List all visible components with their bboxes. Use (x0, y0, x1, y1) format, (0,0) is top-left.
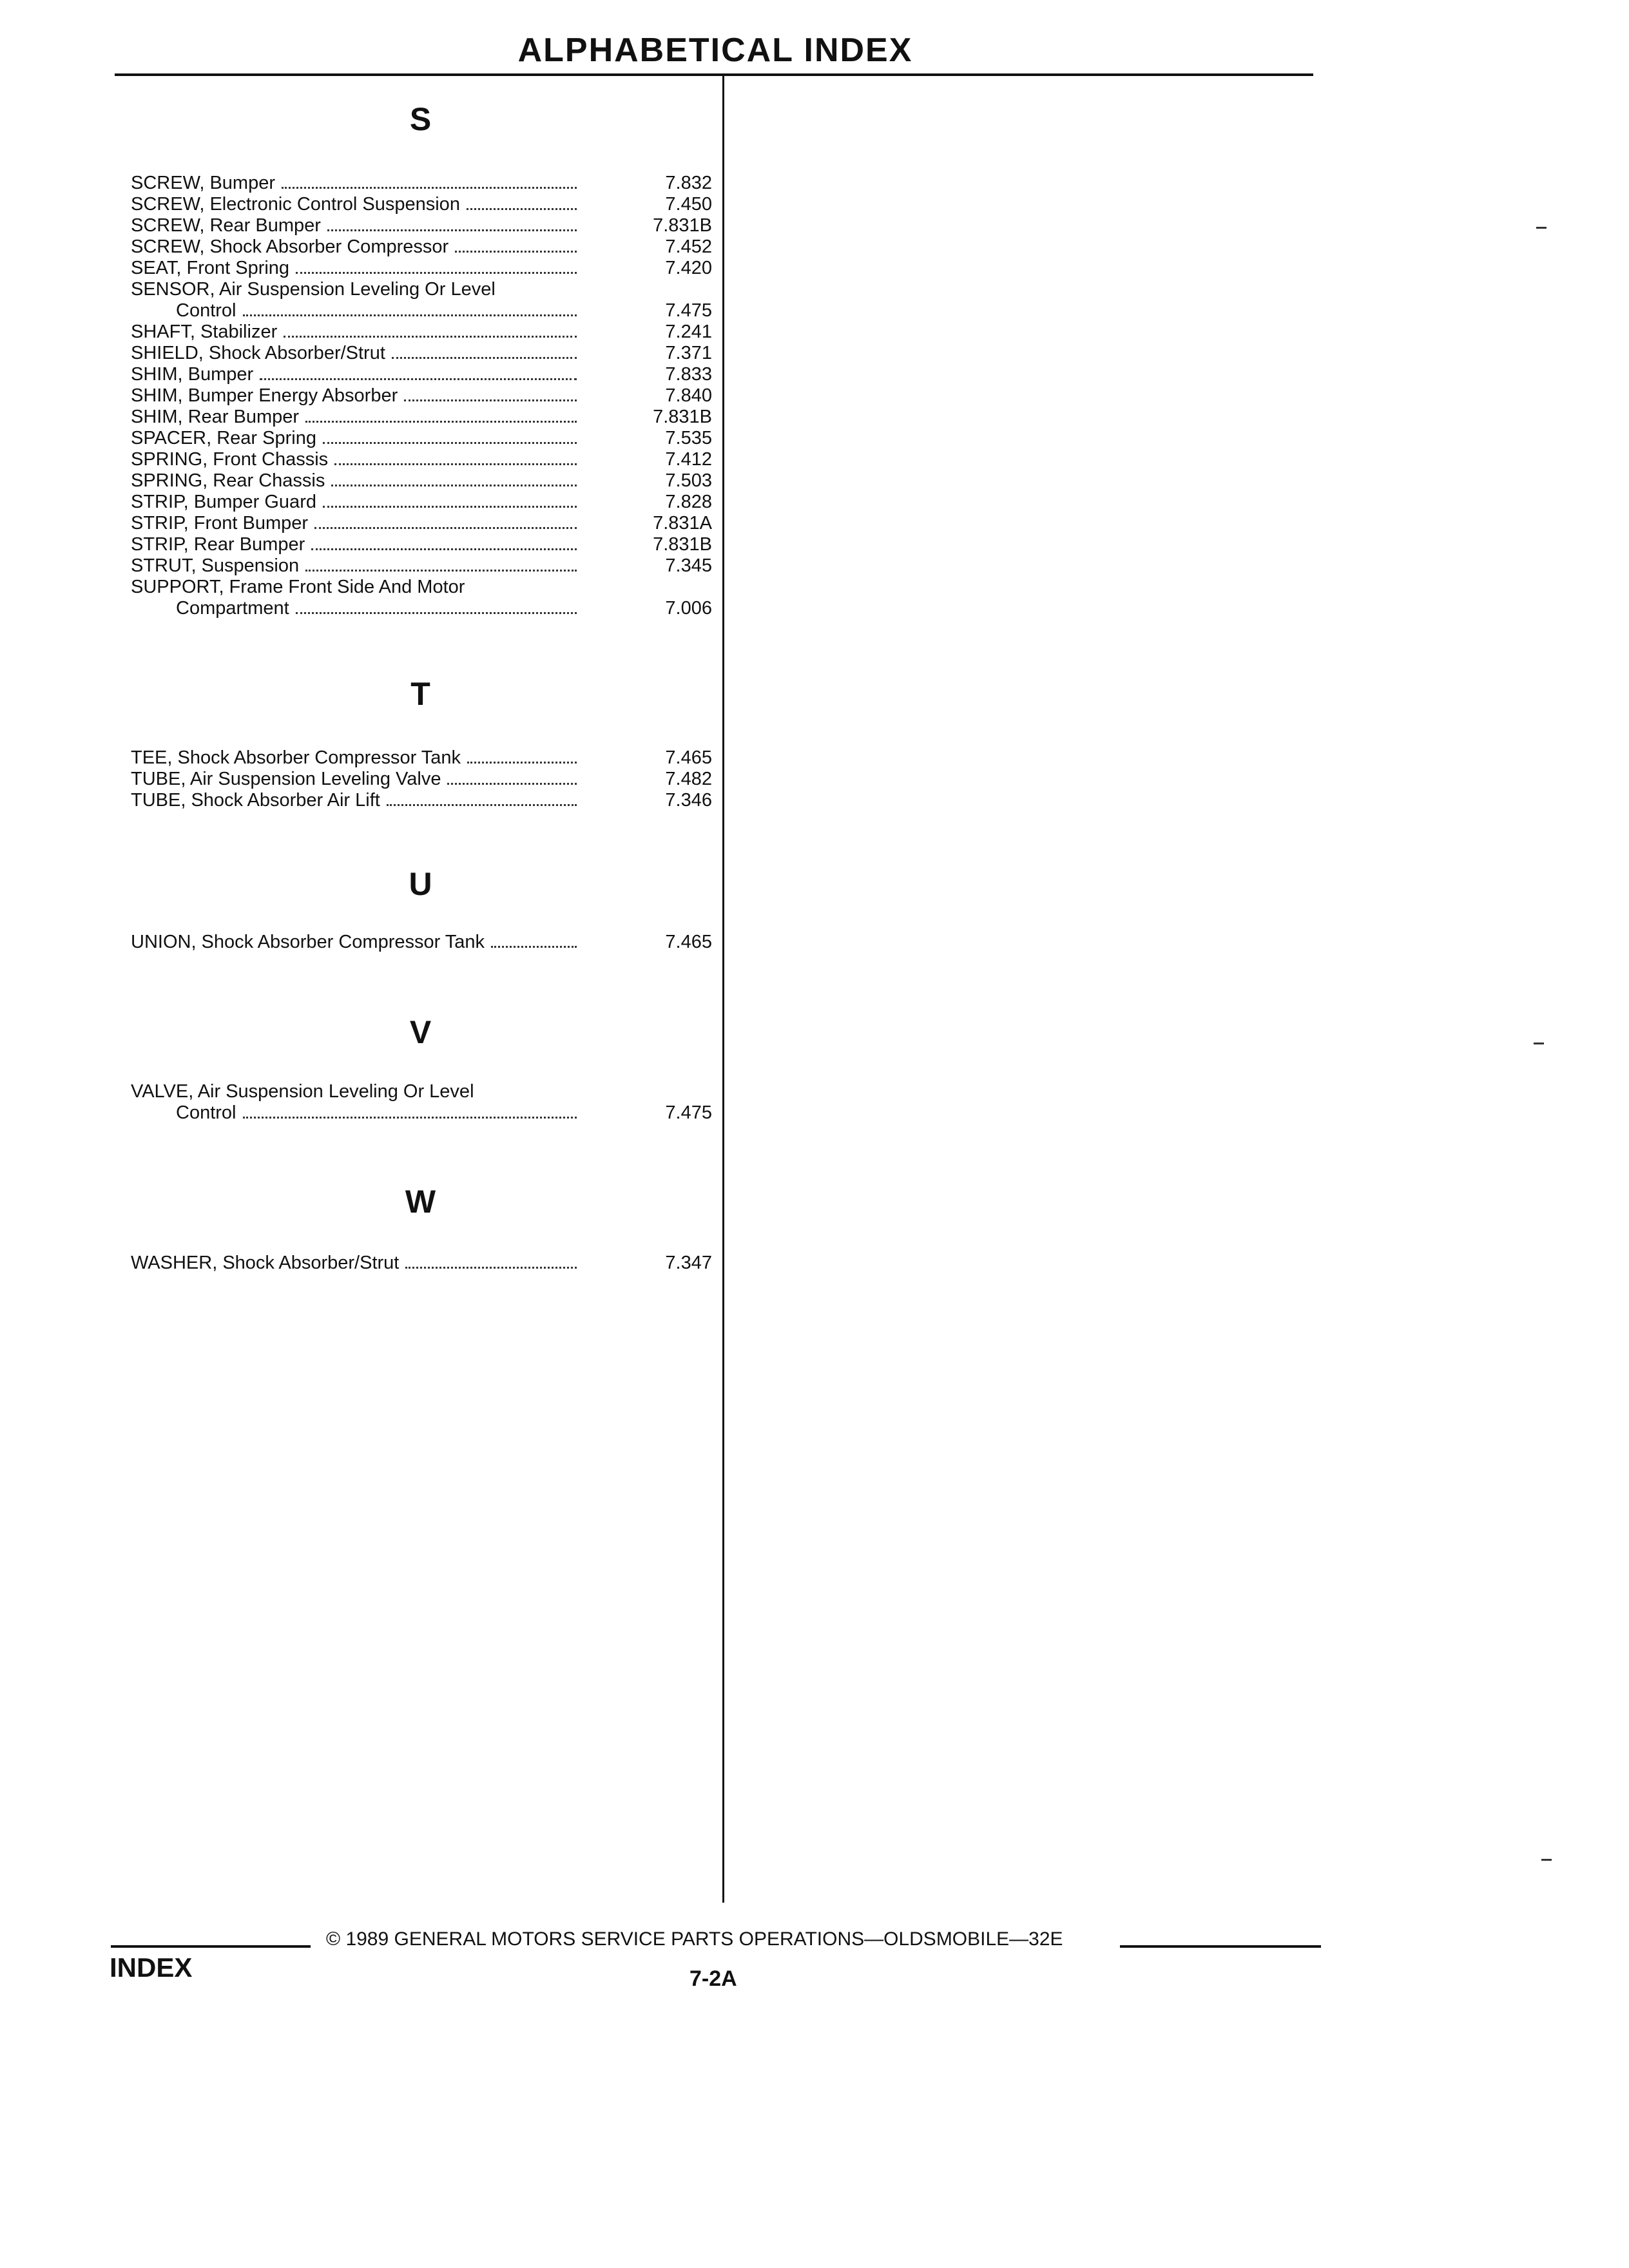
entry-name: STRIP, Front Bumper (131, 513, 309, 533)
entry-page-number: 7.371 (665, 343, 712, 363)
entry-page-number: 7.828 (665, 492, 712, 512)
index-entry (129, 513, 712, 534)
entry-name: TUBE, Air Suspension Leveling Valve (131, 769, 441, 789)
section-letter: U (409, 866, 432, 902)
index-entry (129, 343, 712, 364)
entry-page-number: 7.475 (665, 300, 712, 321)
index-entry (129, 747, 712, 769)
index-entry (129, 173, 712, 194)
entry-page-number: 7.345 (665, 555, 712, 576)
entry-name-continued: Control (176, 1102, 236, 1123)
entry-page-number: 7.420 (665, 258, 712, 278)
entry-name: SPRING, Rear Chassis (131, 470, 325, 491)
index-entry (129, 428, 712, 449)
entry-name: SHIM, Bumper Energy Absorber (131, 385, 398, 406)
index-entry (129, 194, 712, 215)
footer-copyright: © 1989 GENERAL MOTORS SERVICE PARTS OPERATIONS—OLDSMOBILE—32E (326, 1928, 1063, 1950)
entry-name: SCREW, Shock Absorber Compressor (131, 236, 449, 257)
entry-page-number: 7.450 (665, 194, 712, 215)
margin-tick (1541, 1859, 1552, 1861)
margin-tick (1534, 1043, 1544, 1044)
section-letter: S (409, 101, 432, 137)
entry-name: VALVE, Air Suspension Leveling Or Level (131, 1081, 474, 1102)
index-entry (129, 449, 712, 470)
entry-name: SHIELD, Shock Absorber/Strut (131, 343, 385, 363)
entry-name: STRIP, Rear Bumper (131, 534, 305, 555)
entry-page-number: 7.006 (665, 598, 712, 619)
entry-name: SENSOR, Air Suspension Leveling Or Level (131, 279, 496, 300)
entry-page-number: 7.831A (653, 513, 712, 533)
section-letter: T (410, 676, 430, 712)
entry-name-continued: Control (176, 300, 236, 321)
entry-name: STRUT, Suspension (131, 555, 300, 576)
index-entry (129, 1081, 712, 1124)
index-entry (129, 932, 712, 953)
index-entry (129, 492, 712, 513)
entry-page-number: 7.465 (665, 932, 712, 952)
entry-name: SHIM, Bumper (131, 364, 254, 385)
entry-name: TUBE, Shock Absorber Air Lift (131, 790, 380, 811)
section-letter: V (409, 1014, 432, 1050)
entry-page-number: 7.831B (653, 215, 712, 236)
index-entry (129, 279, 712, 322)
entry-page-number: 7.840 (665, 385, 712, 406)
entry-name: SUPPORT, Frame Front Side And Motor (131, 577, 465, 597)
entry-page-number: 7.465 (665, 747, 712, 768)
page-title: ALPHABETICAL INDEX (517, 32, 913, 69)
index-entry (129, 790, 712, 811)
margin-tick (1536, 227, 1547, 229)
index-entry (129, 407, 712, 428)
index-entry (129, 534, 712, 555)
entry-name: SPACER, Rear Spring (131, 428, 316, 448)
index-entry (129, 385, 712, 407)
entry-page-number: 7.452 (665, 236, 712, 257)
index-entry (129, 258, 712, 279)
entry-page-number: 7.347 (665, 1253, 712, 1273)
index-entry (129, 577, 712, 619)
index-entry (129, 470, 712, 492)
index-entry (129, 236, 712, 258)
footer-rule-left (111, 1945, 311, 1948)
index-entry (129, 364, 712, 385)
section-letter: W (405, 1184, 436, 1220)
entry-page-number: 7.482 (665, 769, 712, 789)
entry-page-number: 7.412 (665, 449, 712, 470)
entry-name: SCREW, Rear Bumper (131, 215, 321, 236)
index-entry (129, 769, 712, 790)
entry-page-number: 7.833 (665, 364, 712, 385)
entry-page-number: 7.832 (665, 173, 712, 193)
footer-page-number: 7-2A (689, 1966, 737, 1991)
entry-name: STRIP, Bumper Guard (131, 492, 316, 512)
entry-name-continued: Compartment (176, 598, 289, 619)
column-divider (722, 76, 724, 1903)
entry-name: SEAT, Front Spring (131, 258, 290, 278)
entry-name: SPRING, Front Chassis (131, 449, 329, 470)
entry-page-number: 7.831B (653, 534, 712, 555)
entry-page-number: 7.346 (665, 790, 712, 811)
entry-name: SCREW, Electronic Control Suspension (131, 194, 460, 215)
entry-name: SCREW, Bumper (131, 173, 275, 193)
entry-name: TEE, Shock Absorber Compressor Tank (131, 747, 461, 768)
title-rule (115, 73, 1313, 76)
index-entry (129, 322, 712, 343)
footer-rule-right (1120, 1945, 1321, 1948)
index-entry (129, 555, 712, 577)
entry-page-number: 7.503 (665, 470, 712, 491)
index-entry (129, 215, 712, 236)
entry-name: WASHER, Shock Absorber/Strut (131, 1253, 400, 1273)
entry-page-number: 7.831B (653, 407, 712, 427)
entry-name: SHIM, Rear Bumper (131, 407, 300, 427)
entry-page-number: 7.475 (665, 1102, 712, 1123)
entry-page-number: 7.535 (665, 428, 712, 448)
entry-name: SHAFT, Stabilizer (131, 322, 278, 342)
entry-page-number: 7.241 (665, 322, 712, 342)
entry-name: UNION, Shock Absorber Compressor Tank (131, 932, 485, 952)
footer-section-label: INDEX (110, 1952, 193, 1983)
index-entry (129, 1253, 712, 1274)
